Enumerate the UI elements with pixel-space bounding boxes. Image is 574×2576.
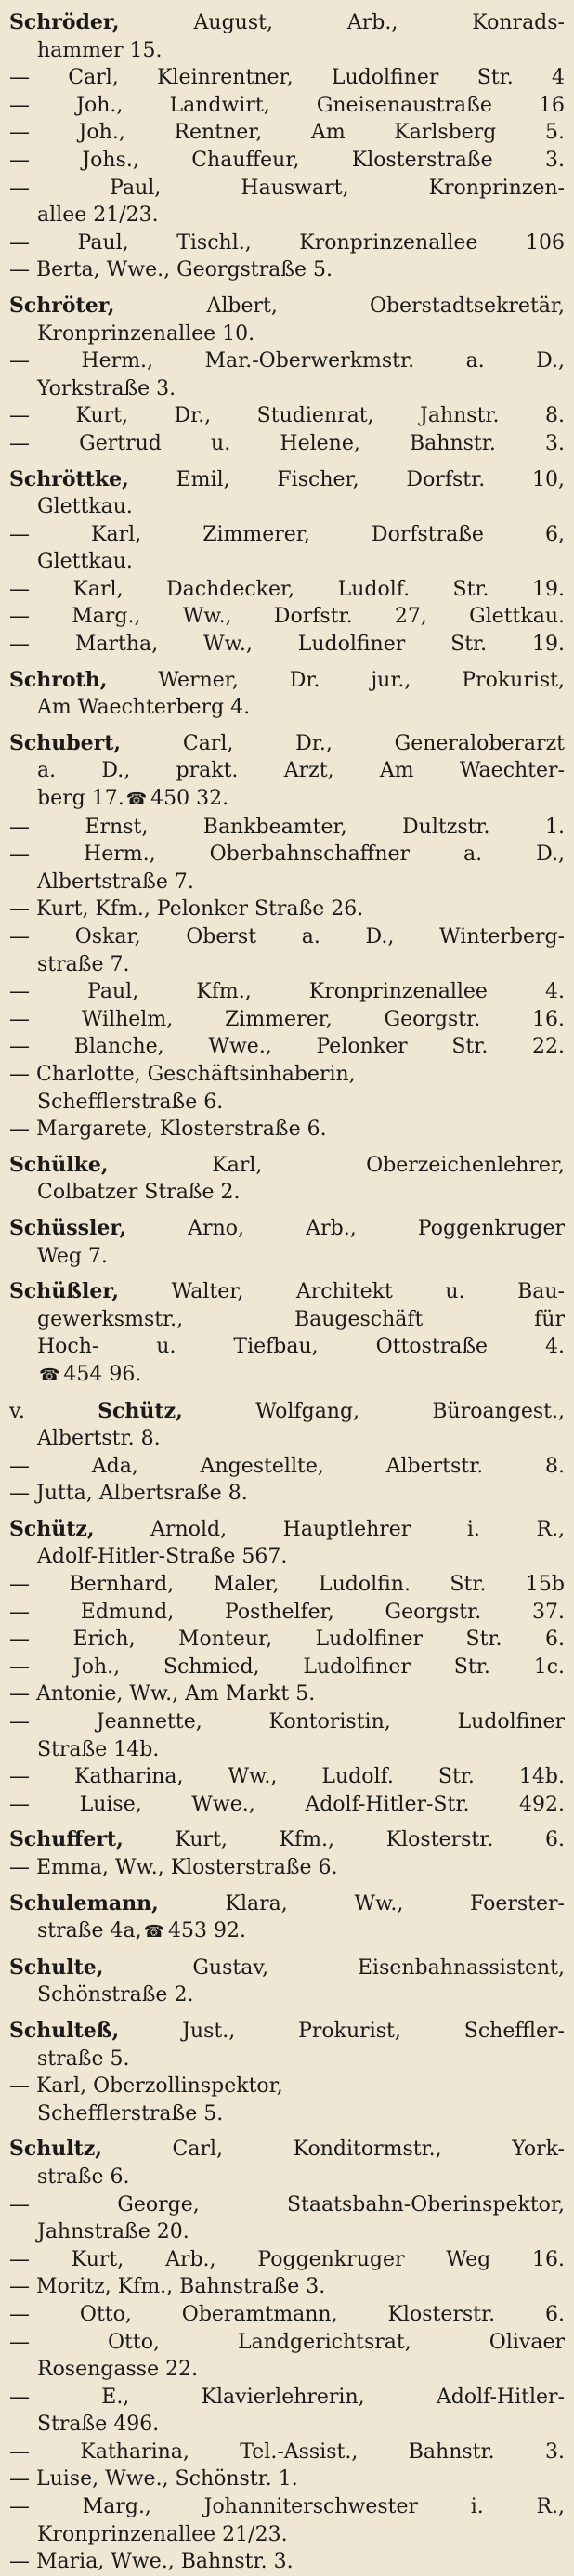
entry-text: — Karl, Dachdecker, Ludolf. Str. 19. (9, 577, 565, 601)
entry-line (9, 493, 565, 521)
entry-text: Schönstraße 2. (37, 1983, 194, 2007)
entry-line (9, 978, 565, 1006)
entry-text: — Ada, Angestellte, Albertstr. 8. (9, 1454, 565, 1478)
entry-line (9, 64, 565, 92)
entry-text: — Emma, Ww., Klosterstraße 6. (9, 1856, 338, 1879)
entry-head-line (9, 1152, 565, 1180)
directory-entry (9, 466, 565, 659)
entry-head-line (9, 667, 565, 695)
entry-line (9, 2273, 565, 2301)
entry-line (9, 814, 565, 842)
entry-line (9, 1306, 565, 1334)
entry-text: — Johs., Chauffeur, Klosterstraße 3. (9, 148, 565, 172)
surname: Schulemann, (9, 1890, 159, 1916)
entry-text: — Edmund, Posthelfer, Georgstr. 37. (9, 1600, 565, 1624)
phone-number: 450 32. (150, 787, 229, 811)
entry-line (9, 1333, 565, 1361)
entry-text: Glettkau. (37, 495, 133, 519)
entry-text: Adolf-Hitler-Straße 567. (37, 1545, 288, 1569)
entry-text: Yorkstraße 3. (37, 376, 176, 400)
entry-text: — Joh., Landwirt, Gneisenaustraße 16 (9, 93, 565, 117)
entry-text: — Otto, Landgerichtsrat, Olivaer (9, 2330, 565, 2354)
entry-line (9, 1243, 565, 1271)
entry-text: — Herm., Oberbahnschaffner a. D., (9, 843, 565, 867)
directory-entry (9, 1278, 565, 1389)
entry-text: Gustav, Eisenbahnassistent, (192, 1955, 565, 1980)
entry-line (9, 2411, 565, 2439)
entry-text: — Kurt, Arb., Poggenkruger Weg 16. (9, 2247, 565, 2271)
surname: Schröttke, (9, 466, 129, 491)
directory-entry (9, 1890, 565, 1946)
surname: Schroth, (9, 667, 108, 692)
entry-text: — Gertrud u. Helene, Bahnstr. 3. (9, 431, 565, 455)
directory-entry (9, 2018, 565, 2127)
entry-line (9, 202, 565, 229)
entry-line (9, 2384, 565, 2412)
entry-line (9, 2548, 565, 2576)
entry-text: — Moritz, Kfm., Bahnstraße 3. (9, 2275, 326, 2299)
entry-text: — Luise, Wwe., Adolf-Hitler-Str. 492. (9, 1792, 565, 1816)
entry-text: August, Arb., Konrads- (193, 11, 565, 34)
surname: Schröter, (9, 293, 115, 318)
directory-entry (9, 2136, 565, 2576)
entry-head-line (9, 1516, 565, 1544)
entry-text: — Oskar, Oberst a. D., Winterberg- (9, 925, 565, 948)
directory-entry (9, 667, 565, 722)
entry-line (9, 1736, 565, 1764)
entry-text: — Paul, Hauswart, Kronprinzen- (9, 176, 565, 200)
entry-line (9, 2493, 565, 2521)
entry-line (9, 256, 565, 284)
directory-entry (9, 1955, 565, 2009)
entry-text: — Berta, Wwe., Georgstraße 5. (9, 258, 333, 282)
entry-head-line (9, 466, 565, 494)
entry-text: — Karl, Oberzollinspektor, (9, 2074, 283, 2099)
directory-entry (9, 1152, 565, 1207)
directory-entry (9, 293, 565, 458)
entry-text: — Jeannette, Kontoristin, Ludolfiner (9, 1710, 565, 1734)
entry-line (9, 1626, 565, 1654)
entry-text: Karl, Oberzeichenlehrer, (212, 1153, 565, 1177)
entry-text: — E., Klavierlehrerin, Adolf-Hitler- (9, 2385, 565, 2409)
telephone-icon: ☎ (143, 1922, 164, 1942)
entry-text: Emil, Fischer, Dorfstr. 10, (176, 467, 565, 491)
entry-text: Kronprinzenallee 21/23. (37, 2522, 288, 2546)
entry-line (9, 841, 565, 869)
entry-text: — Charlotte, Geschäftsinhaberin, (9, 1062, 356, 1086)
entry-text: — Paul, Kfm., Kronprinzenallee 4. (9, 980, 565, 1004)
entry-line (9, 576, 565, 604)
entry-line (9, 1006, 565, 1034)
entry-text: — Bernhard, Maler, Ludolfin. Str. 15b (9, 1573, 565, 1597)
entry-line (9, 37, 565, 65)
entry-line (9, 2301, 565, 2329)
entry-line (9, 229, 565, 257)
entry-text: Kurt, Kfm., Klosterstr. 6. (175, 1828, 565, 1852)
entry-line (9, 2164, 565, 2191)
entry-line (9, 548, 565, 576)
entry-text: — Marg., Johanniterschwester i. R., (9, 2495, 565, 2519)
entry-line (9, 1791, 565, 1819)
entry-line (9, 1116, 565, 1144)
entry-line (9, 347, 565, 375)
entry-text: hammer 15. (37, 38, 163, 62)
entry-head-line (9, 2018, 565, 2046)
entry-text: straße 6. (37, 2164, 130, 2189)
entry-line (9, 1708, 565, 1736)
entry-line (9, 430, 565, 458)
entry-text: allee 21/23. (37, 203, 159, 228)
entry-text: — Joh., Rentner, Am Karlsberg 5. (9, 121, 565, 145)
entry-head-line (9, 1215, 565, 1243)
entry-line (9, 1089, 565, 1117)
entry-line (9, 1571, 565, 1599)
entry-text: Am Waechterberg 4. (37, 696, 251, 720)
entry-text: Walter, Architekt u. Bau- (171, 1280, 565, 1304)
entry-line (9, 147, 565, 175)
name-prefix: v. (9, 1399, 25, 1423)
entry-line (9, 2246, 565, 2274)
entry-head-line (9, 293, 565, 320)
entry-line (9, 92, 565, 120)
entry-text: Glettkau. (37, 550, 133, 574)
directory-entry (9, 1516, 565, 1819)
surname: Schulte, (9, 1955, 104, 1980)
entry-text: Schefflerstraße 6. (37, 1090, 224, 1114)
entry-line (9, 1543, 565, 1571)
entry-line (9, 2218, 565, 2246)
entry-line (9, 923, 565, 951)
entry-line (9, 1854, 565, 1882)
entry-text: Just., Prokurist, Scheffler- (182, 2019, 565, 2043)
entry-text: — George, Staatsbahn-Oberinspektor, (9, 2192, 565, 2216)
entry-text: Colbatzer Straße 2. (37, 1181, 241, 1205)
entry-text: — Joh., Schmied, Ludolfiner Str. 1c. (9, 1654, 565, 1679)
entry-line (9, 1361, 565, 1390)
surname: Schröder, (9, 10, 120, 34)
entry-text: — Kurt, Kfm., Pelonker Straße 26. (9, 897, 364, 922)
entry-text: — Jutta, Albertsraße 8. (9, 1482, 248, 1506)
entry-text: Jahnstraße 20. (37, 2220, 189, 2244)
entry-line (9, 1033, 565, 1061)
entry-head-line (9, 1890, 565, 1918)
entry-line (9, 2465, 565, 2493)
entry-head-line (9, 1398, 565, 1426)
entry-text: — Paul, Tischl., Kronprinzenallee 106 (9, 230, 565, 255)
entry-text: — Margarete, Klosterstraße 6. (9, 1118, 327, 1142)
entry-text: — Carl, Kleinrentner, Ludolfiner Str. 4 (9, 66, 565, 90)
entry-head-line (9, 1278, 565, 1306)
entry-text: Arno, Arb., Poggenkruger (188, 1216, 565, 1240)
surname: Schulteß, (9, 2018, 120, 2043)
entry-line (9, 1453, 565, 1481)
surname: Schultz, (9, 2137, 102, 2162)
entry-line (9, 375, 565, 403)
telephone-icon: ☎ (125, 790, 148, 810)
entry-line (9, 2191, 565, 2219)
entry-line (9, 1763, 565, 1791)
directory-entry (9, 1398, 565, 1508)
telephone-icon: ☎ (39, 1365, 60, 1385)
entry-line (9, 402, 565, 430)
entry-text: Albertstraße 7. (37, 870, 194, 894)
entry-text: Straße 14b. (37, 1737, 160, 1761)
entry-text: Carl, Dr., Generaloberarzt (182, 731, 565, 755)
entry-text: — Maria, Wwe., Bahnstr. 3. (9, 2550, 294, 2574)
surname: Schülke, (9, 1152, 109, 1177)
entry-line (9, 2073, 565, 2100)
surname: Schubert, (9, 730, 122, 755)
entry-text: — Erich, Monteur, Ludolfiner Str. 6. (9, 1628, 565, 1652)
entry-line (9, 951, 565, 979)
entry-text: — Otto, Oberamtmann, Klosterstr. 6. (9, 2302, 565, 2326)
directory-entry (9, 1215, 565, 1270)
entry-line (9, 119, 565, 147)
entry-text: Rosengasse 22. (37, 2358, 199, 2382)
entry-text: — Marg., Ww., Dorfstr. 27, Glettkau. (9, 605, 565, 629)
entry-line (9, 320, 565, 348)
entry-line (9, 2521, 565, 2549)
entry-line (9, 1425, 565, 1453)
entry-line (9, 521, 565, 549)
entry-text: — Wilhelm, Zimmerer, Georgstr. 16. (9, 1007, 565, 1031)
entry-text: Klara, Ww., Foerster- (225, 1891, 565, 1916)
entry-text: Carl, Konditormstr., York- (172, 2138, 565, 2162)
entry-line (9, 2439, 565, 2466)
phone-number: 454 96. (63, 1362, 142, 1386)
entry-text: Weg 7. (37, 1244, 108, 1268)
entry-line (9, 785, 565, 814)
entry-head-line (9, 730, 565, 758)
entry-text: straße 7. (37, 952, 130, 976)
entry-line (9, 1680, 565, 1708)
directory-entry (9, 1826, 565, 1881)
entry-text: — Herm., Mar.-Oberwerkmstr. a. D., (9, 349, 565, 373)
entry-line (9, 1981, 565, 2009)
entry-line (9, 757, 565, 785)
entry-text: gewerksmstr., Baugeschäft für (37, 1307, 565, 1331)
entry-text: — Kurt, Dr., Studienrat, Jahnstr. 8. (9, 404, 565, 428)
entry-line (9, 1179, 565, 1207)
surname: Schuffert, (9, 1827, 124, 1852)
entry-line (9, 2100, 565, 2128)
entry-text: Straße 496. (37, 2413, 160, 2437)
surname: Schütz, (9, 1516, 95, 1541)
entry-text: — Katharina, Ww., Ludolf. Str. 14b. (9, 1765, 565, 1789)
directory-entry (9, 730, 565, 1144)
entry-text: a. D., prakt. Arzt, Am Waechter- (37, 759, 565, 783)
surname: Schüssler, (9, 1215, 127, 1240)
entry-line (9, 896, 565, 923)
entry-line (9, 869, 565, 896)
entry-line (9, 1654, 565, 1681)
entry-line (9, 603, 565, 631)
entry-line (9, 1061, 565, 1089)
entry-line (9, 631, 565, 659)
entry-head-line (9, 1955, 565, 1982)
directory-entry (9, 9, 565, 284)
entry-line (9, 1917, 565, 1946)
entry-line (9, 2329, 565, 2357)
entry-text: Arnold, Hauptlehrer i. R., (150, 1517, 565, 1541)
entry-text: — Martha, Ww., Ludolfiner Str. 19. (9, 633, 565, 657)
entry-line (9, 2046, 565, 2073)
entry-text: Albertstr. 8. (37, 1427, 161, 1451)
entry-line (9, 694, 565, 722)
entry-text: — Antonie, Ww., Am Markt 5. (9, 1682, 316, 1706)
entry-text: straße 5. (37, 2046, 130, 2071)
entry-head-line (9, 9, 565, 37)
entry-text: — Blanche, Wwe., Pelonker Str. 22. (9, 1035, 565, 1059)
entry-text: — Luise, Wwe., Schönstr. 1. (9, 2467, 298, 2491)
entry-text: straße 4a, (37, 1919, 142, 1943)
entry-line (9, 2356, 565, 2384)
surname: Schütz, (98, 1398, 183, 1423)
entry-text: Kronprinzenallee 10. (37, 321, 255, 346)
entry-text: Hoch- u. Tiefbau, Ottostraße 4. (37, 1335, 565, 1359)
entry-text: Wolfgang, Büroangest., (255, 1399, 565, 1423)
entry-text: berg 17. (37, 787, 124, 811)
entry-line (9, 1599, 565, 1627)
entry-line (9, 1480, 565, 1508)
entry-text: Albert, Oberstadtsekretär, (206, 294, 565, 318)
entry-text: Schefflerstraße 5. (37, 2101, 224, 2125)
entry-text: — Ernst, Bankbeamter, Dultzstr. 1. (9, 815, 565, 839)
entry-head-line (9, 2136, 565, 2164)
entry-head-line (9, 1826, 565, 1854)
entry-line (9, 175, 565, 203)
entry-text: — Karl, Zimmerer, Dorfstraße 6, (9, 522, 565, 546)
entry-text: — Katharina, Tel.-Assist., Bahnstr. 3. (9, 2439, 565, 2464)
phone-number: 453 92. (168, 1919, 246, 1943)
entry-text: Werner, Dr. jur., Prokurist, (158, 668, 565, 692)
surname: Schüßler, (9, 1279, 119, 1304)
